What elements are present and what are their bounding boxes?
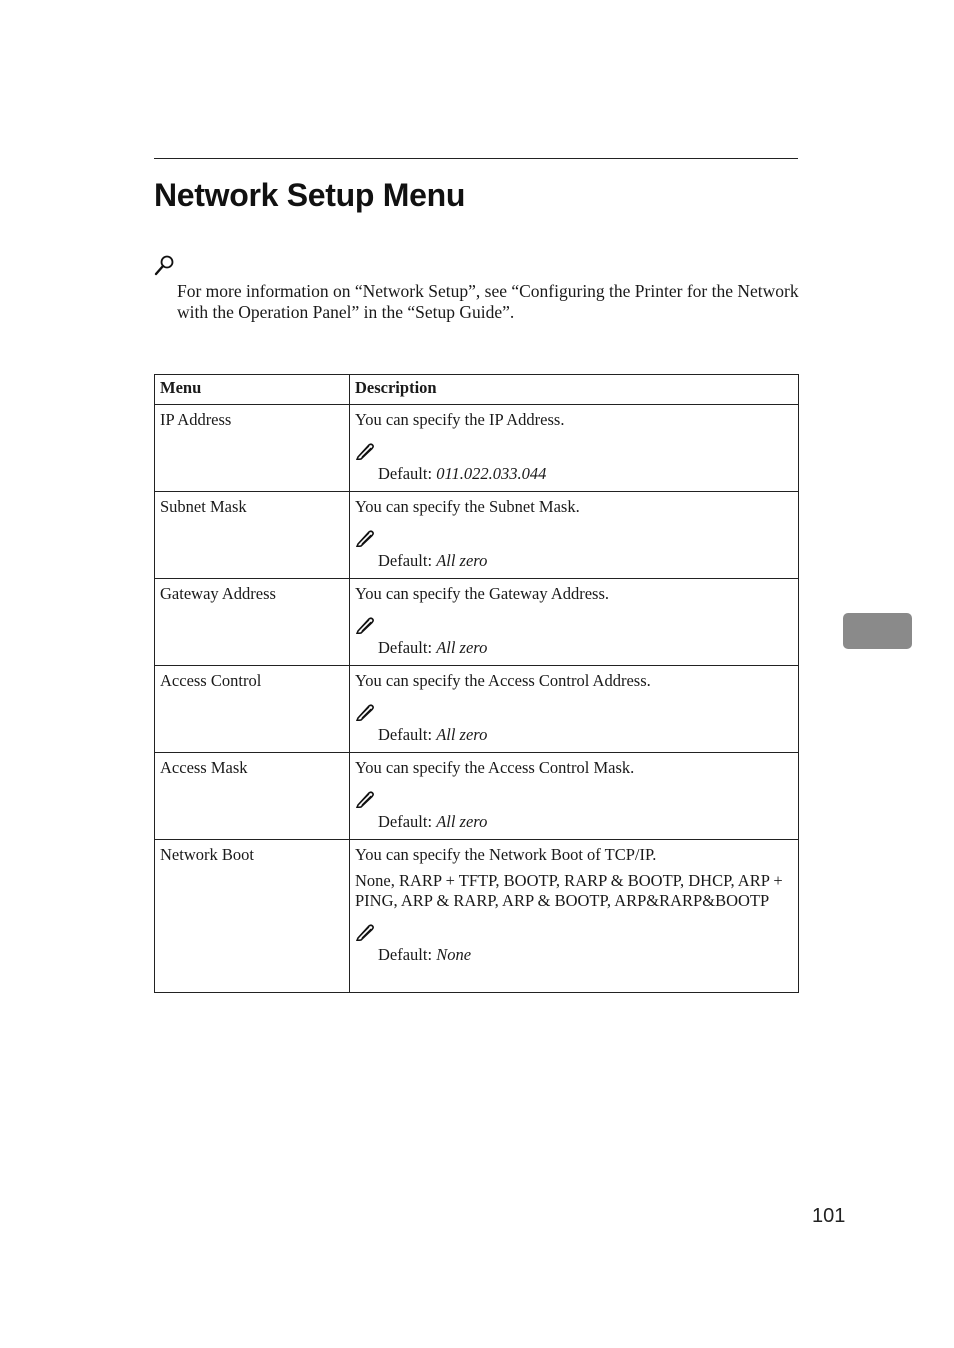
chapter-tab xyxy=(843,613,912,649)
default-line xyxy=(378,551,792,571)
default-value: All zero xyxy=(436,725,488,744)
description-text: You can specify the Access Control Mask. xyxy=(355,758,635,777)
default-value: None xyxy=(436,945,472,964)
table-row xyxy=(155,492,799,579)
description-text: You can specify the IP Address. xyxy=(355,410,565,429)
default-label: Default: xyxy=(378,812,437,831)
default-line xyxy=(378,725,792,745)
description-cell xyxy=(350,492,799,579)
pencil-note-icon xyxy=(355,703,375,721)
pencil-note-icon xyxy=(355,529,375,547)
default-label: Default: xyxy=(378,464,437,483)
default-line xyxy=(378,812,792,832)
page-number: 101 xyxy=(812,1205,846,1227)
default-label: Default: xyxy=(378,638,437,657)
table-row xyxy=(155,579,799,666)
default-line xyxy=(378,945,792,965)
description-text: You can specify the Network Boot of TCP/IP. xyxy=(355,845,657,864)
pencil-note-icon xyxy=(355,790,375,808)
table-row xyxy=(155,753,799,840)
reference-text: For more information on “Network Setup”, see “Configuring the Printer for the Network with the Operation Panel” in the “Setup Guide”. xyxy=(177,281,799,322)
pencil-note-icon xyxy=(355,616,375,634)
description-cell xyxy=(350,405,799,492)
pencil-note-icon xyxy=(355,442,375,460)
magnifier-reference-icon xyxy=(154,254,176,276)
default-label: Default: xyxy=(378,945,437,964)
table-row xyxy=(155,405,799,492)
description-cell xyxy=(350,840,799,993)
page-title: Network Setup Menu xyxy=(154,177,466,213)
default-line xyxy=(378,638,792,658)
table-row xyxy=(155,666,799,753)
pencil-note-icon xyxy=(355,923,375,941)
menu-cell: Subnet Mask xyxy=(155,492,350,579)
table-row xyxy=(155,840,799,993)
description-cell xyxy=(350,666,799,753)
default-value: 011.022.033.044 xyxy=(436,464,547,483)
header-rule xyxy=(154,158,798,159)
description-cell xyxy=(350,579,799,666)
description-column-header: Description xyxy=(350,375,799,405)
menu-cell: Access Control xyxy=(155,666,350,753)
default-value: All zero xyxy=(436,638,488,657)
default-label: Default: xyxy=(378,725,437,744)
default-value: All zero xyxy=(436,551,488,570)
menu-cell: Gateway Address xyxy=(155,579,350,666)
table-header-row xyxy=(155,375,799,405)
default-label: Default: xyxy=(378,551,437,570)
options-text: None, RARP + TFTP, BOOTP, RARP & BOOTP, DHCP, ARP + PING, ARP & RARP, ARP & BOOTP, ARP&RARP&BOOTP xyxy=(355,871,783,910)
description-text: You can specify the Gateway Address. xyxy=(355,584,610,603)
default-line xyxy=(378,464,792,484)
menu-column-header: Menu xyxy=(155,375,350,405)
default-value: All zero xyxy=(436,812,488,831)
description-cell xyxy=(350,753,799,840)
menu-cell: IP Address xyxy=(155,405,350,492)
network-setup-table xyxy=(154,374,799,993)
menu-cell: Network Boot xyxy=(155,840,350,993)
description-text: You can specify the Access Control Address. xyxy=(355,671,651,690)
menu-cell: Access Mask xyxy=(155,753,350,840)
description-text: You can specify the Subnet Mask. xyxy=(355,497,580,516)
